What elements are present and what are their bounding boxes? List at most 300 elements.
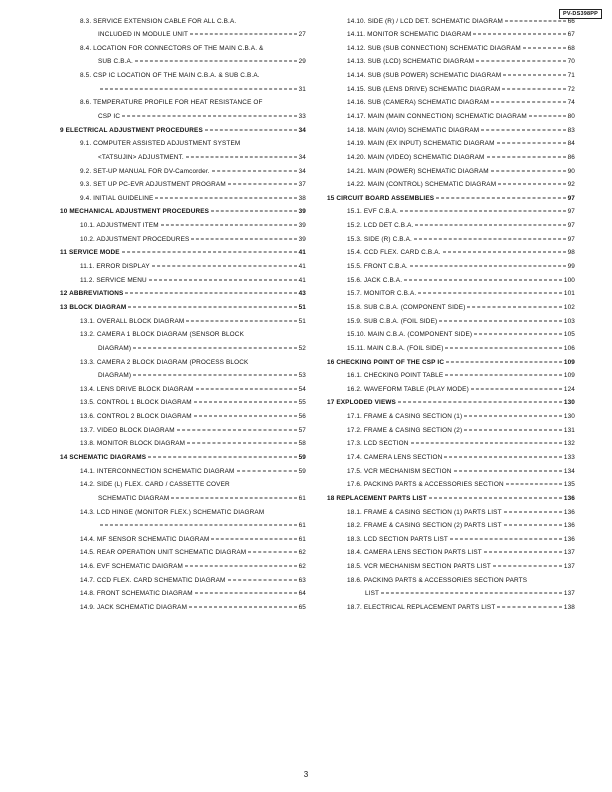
toc-subsection-entry[interactable] — [60, 222, 306, 236]
toc-dot-leader — [155, 197, 296, 198]
toc-entry-title: <TATSUJIN> ADJUSTMENT. — [98, 153, 184, 161]
toc-dot-leader — [504, 511, 562, 512]
toc-dot-leader — [414, 238, 566, 239]
toc-entry-title: 16.1. CHECKING POINT TABLE — [347, 372, 444, 380]
toc-subsection-entry[interactable] — [327, 345, 575, 359]
toc-dot-leader — [161, 225, 297, 226]
toc-page-number: 71 — [567, 72, 575, 80]
toc-entry-title: 13.1. OVERALL BLOCK DIAGRAM — [80, 317, 185, 325]
toc-page-number: 27 — [298, 31, 306, 39]
toc-subsection-entry[interactable] — [327, 290, 575, 304]
toc-entry-title: 14.22. MAIN (CONTROL) SCHEMATIC DIAGRAM — [347, 181, 497, 189]
toc-section-entry[interactable] — [60, 249, 306, 263]
toc-page-number: 97 — [567, 235, 575, 243]
toc-entry-title: LIST — [365, 590, 380, 598]
toc-section-entry[interactable] — [327, 495, 575, 509]
toc-entry-title: 14.17. MAIN (MAIN CONNECTION) SCHEMATIC DIAGRAM — [347, 112, 527, 120]
toc-subsection-entry[interactable] — [327, 386, 575, 400]
toc-dot-leader — [493, 566, 562, 567]
toc-entry-title: 14.9. JACK SCHEMATIC DIAGRAM — [80, 604, 188, 612]
toc-right-column — [327, 18, 575, 618]
toc-entry-title: 15.6. JACK C.B.A. — [347, 276, 403, 284]
toc-subsection-entry[interactable] — [327, 263, 575, 277]
toc-entry-title: 14.21. MAIN (POWER) SCHEMATIC DIAGRAM — [347, 167, 489, 175]
toc-subsection-entry[interactable] — [60, 413, 306, 427]
toc-entry-title: 17.5. VCR MECHANISM SECTION — [347, 467, 452, 475]
toc-page-number: 97 — [567, 222, 575, 230]
toc-entry-title: 15.10. MAIN C.B.A. (COMPONENT SIDE) — [347, 331, 473, 339]
toc-subsection-entry[interactable] — [60, 31, 306, 45]
toc-page-number: 99 — [567, 263, 575, 271]
model-number-badge: PV-DS398PP — [559, 9, 602, 19]
toc-subsection-entry[interactable] — [60, 58, 306, 72]
toc-subsection-entry[interactable] — [60, 372, 306, 386]
toc-entry-title: 9.4. INITIAL GUIDELINE — [80, 194, 154, 202]
toc-page-number: 51 — [298, 303, 306, 311]
toc-dot-leader — [237, 470, 297, 471]
toc-dot-leader — [439, 320, 562, 321]
toc-dot-leader — [381, 593, 562, 594]
toc-dot-leader — [171, 497, 296, 498]
toc-page-number: 124 — [563, 385, 575, 393]
toc-page-number: 109 — [563, 358, 575, 366]
toc-page-number: 56 — [298, 413, 306, 421]
toc-entry-title: 15 CIRCUIT BOARD ASSEMBLIES — [327, 194, 435, 202]
toc-section-entry[interactable] — [327, 399, 575, 413]
toc-dot-leader — [529, 115, 566, 116]
toc-entry-title: 15.9. SUB C.B.A. (FOIL SIDE) — [347, 317, 438, 325]
toc-dot-leader — [467, 306, 561, 307]
toc-page-number: 102 — [563, 303, 575, 311]
toc-page-number: 103 — [563, 317, 575, 325]
toc-dot-leader — [429, 497, 562, 498]
toc-page-number: 61 — [298, 522, 306, 530]
toc-dot-leader — [503, 75, 565, 76]
toc-dot-leader — [186, 320, 296, 321]
toc-page-number: 138 — [563, 604, 575, 612]
toc-entry-title: 13.4. LENS DRIVE BLOCK DIAGRAM — [80, 385, 194, 393]
toc-subsection-entry[interactable] — [60, 536, 306, 550]
toc-page-number: 62 — [298, 549, 306, 557]
toc-subsection-entry[interactable] — [327, 331, 575, 345]
toc-subsection-entry[interactable] — [60, 18, 306, 32]
toc-section-entry[interactable] — [327, 359, 575, 373]
toc-page-number: 59 — [298, 467, 306, 475]
toc-entry-title: SUB C.B.A. — [98, 58, 133, 66]
toc-page-number: 100 — [563, 276, 575, 284]
toc-subsection-entry[interactable] — [60, 113, 306, 127]
toc-page-number: 83 — [567, 126, 575, 134]
toc-entry-title: 13.6. CONTROL 2 BLOCK DIAGRAM — [80, 413, 192, 421]
toc-entry-title: 12 ABBREVIATIONS — [60, 290, 124, 298]
toc-page-number: 68 — [567, 44, 575, 52]
toc-dot-leader — [506, 484, 562, 485]
toc-subsection-entry[interactable] — [60, 86, 306, 100]
toc-page-number: 90 — [567, 167, 575, 175]
toc-page-number: 43 — [298, 290, 306, 298]
toc-entry-title: 14.12. SUB (SUB CONNECTION) SCHEMATIC DIAGRAM — [347, 44, 521, 52]
toc-page-number: 67 — [567, 31, 575, 39]
toc-dot-leader — [177, 429, 297, 430]
toc-subsection-entry[interactable] — [327, 99, 575, 113]
toc-entry-title: 14.13. SUB (LCD) SCHEMATIC DIAGRAM — [347, 58, 475, 66]
toc-entry-title: 10.1. ADJUSTMENT ITEM — [80, 222, 159, 230]
toc-page-number: 109 — [563, 372, 575, 380]
toc-dot-leader — [398, 402, 562, 403]
toc-dot-leader — [464, 429, 562, 430]
toc-entry-title: 18.7. ELECTRICAL REPLACEMENT PARTS LIST — [347, 604, 496, 612]
toc-subsection-entry[interactable] — [60, 359, 306, 373]
toc-page-number: 97 — [567, 194, 575, 202]
toc-dot-leader — [135, 61, 297, 62]
toc-dot-leader — [418, 293, 562, 294]
toc-entry-title: 13.7. VIDEO BLOCK DIAGRAM — [80, 426, 175, 434]
toc-page-number: 74 — [567, 99, 575, 107]
toc-entry-title: 16.2. WAVEFORM TABLE (PLAY MODE) — [347, 385, 469, 393]
toc-page-number: 62 — [298, 563, 306, 571]
toc-subsection-entry[interactable] — [327, 454, 575, 468]
toc-entry-title: 14.18. MAIN (AVIO) SCHEMATIC DIAGRAM — [347, 126, 480, 134]
toc-subsection-entry[interactable] — [60, 345, 306, 359]
toc-subsection-entry[interactable] — [327, 18, 575, 32]
toc-dot-leader — [228, 184, 297, 185]
toc-entry-title: 17.3. LCD SECTION — [347, 440, 409, 448]
toc-subsection-entry[interactable] — [327, 249, 575, 263]
toc-subsection-entry[interactable] — [327, 45, 575, 59]
toc-dot-leader — [411, 443, 562, 444]
toc-page-number: 84 — [567, 140, 575, 148]
toc-entry-title: 13 BLOCK DIAGRAM — [60, 303, 127, 311]
toc-dot-leader — [446, 361, 562, 362]
toc-entry-title: 8.5. CSP IC LOCATION OF THE MAIN C.B.A. & SUB C.B.A. — [80, 72, 260, 80]
toc-entry-title: 14.7. CCD FLEX. CARD SCHEMATIC DIAGRAM — [80, 576, 226, 584]
toc-subsection-entry[interactable] — [327, 140, 575, 154]
toc-subsection-entry[interactable] — [60, 549, 306, 563]
toc-entry-title: 11.1. ERROR DISPLAY — [80, 263, 150, 271]
toc-entry-title: 14.3. LCD HINGE (MONITOR FLEX.) SCHEMATIC DIAGRAM — [80, 508, 265, 516]
toc-page-number: 41 — [298, 276, 306, 284]
toc-page-number: 131 — [563, 426, 575, 434]
toc-entry-title: 14 SCHEMATIC DIAGRAMS — [60, 454, 147, 461]
toc-page-number: 57 — [298, 426, 306, 434]
toc-dot-leader — [100, 88, 297, 89]
toc-subsection-entry[interactable] — [327, 413, 575, 427]
toc-entry-title: 17.4. CAMERA LENS SECTION — [347, 454, 443, 461]
toc-subsection-entry[interactable] — [60, 140, 306, 154]
toc-dot-leader — [450, 538, 562, 539]
toc-entry-title: 8.3. SERVICE EXTENSION CABLE FOR ALL C.B.A. — [80, 17, 237, 25]
toc-page-number: 66 — [567, 17, 575, 25]
toc-subsection-entry[interactable] — [327, 522, 575, 536]
toc-page-number: 39 — [298, 235, 306, 243]
toc-subsection-entry[interactable] — [60, 277, 306, 291]
toc-left-column — [60, 18, 306, 618]
toc-page-number: 34 — [298, 167, 306, 175]
toc-page-number: 130 — [563, 413, 575, 421]
toc-entry-title: 14.4. MF SENSOR SCHEMATIC DIAGRAM — [80, 535, 210, 543]
toc-page-number: 41 — [298, 263, 306, 271]
toc-entry-title: 13.3. CAMERA 2 BLOCK DIAGRAM (PROCESS BLOCK — [80, 358, 249, 366]
toc-entry-title: 13.5. CONTROL 1 BLOCK DIAGRAM — [80, 399, 192, 407]
toc-entry-title: 8.6. TEMPERATURE PROFILE FOR HEAT RESISTANCE OF — [80, 99, 263, 107]
toc-subsection-entry[interactable] — [327, 208, 575, 222]
toc-page-number: 55 — [298, 399, 306, 407]
toc-page-number: 135 — [563, 481, 575, 489]
toc-dot-leader — [443, 252, 566, 253]
toc-page-number: 106 — [563, 344, 575, 352]
toc-dot-leader — [445, 375, 562, 376]
toc-entry-title: 18.5. VCR MECHANISM SECTION PARTS LIST — [347, 563, 491, 571]
toc-entry-title: 14.15. SUB (LENS DRIVE) SCHEMATIC DIAGRAM — [347, 85, 501, 93]
toc-subsection-entry[interactable] — [327, 277, 575, 291]
toc-page-number: 105 — [563, 331, 575, 339]
toc-dot-leader — [476, 61, 565, 62]
toc-dot-leader — [400, 211, 566, 212]
toc-page-number: 137 — [563, 549, 575, 557]
toc-page-number: 59 — [298, 454, 306, 461]
toc-subsection-entry[interactable] — [60, 154, 306, 168]
toc-page-number: 136 — [563, 522, 575, 530]
toc-dot-leader — [471, 388, 562, 389]
toc-subsection-entry[interactable] — [60, 577, 306, 591]
toc-subsection-entry[interactable] — [60, 522, 306, 536]
toc-dot-leader — [211, 211, 297, 212]
toc-dot-leader — [228, 579, 297, 580]
toc-subsection-entry[interactable] — [327, 481, 575, 495]
toc-dot-leader — [186, 156, 297, 157]
toc-entry-title: 9.2. SET-UP MANUAL FOR DV-Camcorder. — [80, 167, 210, 175]
toc-entry-title: 15.7. MONITOR C.B.A. — [347, 290, 417, 298]
toc-page-number: 61 — [298, 535, 306, 543]
toc-entry-title: 18.3. LCD SECTION PARTS LIST — [347, 535, 448, 543]
toc-page-number: 34 — [298, 153, 306, 161]
toc-dot-leader — [152, 266, 297, 267]
toc-subsection-entry[interactable] — [60, 331, 306, 345]
toc-entry-title: INCLUDED IN MODULE UNIT — [98, 31, 189, 39]
toc-dot-leader — [195, 593, 297, 594]
toc-subsection-entry[interactable] — [327, 154, 575, 168]
toc-page-number: 65 — [298, 604, 306, 612]
toc-page-number: 37 — [298, 181, 306, 189]
toc-dot-leader — [523, 47, 566, 48]
toc-page-number: 136 — [563, 494, 575, 502]
toc-dot-leader — [205, 129, 297, 130]
toc-entry-title: 14.5. REAR OPERATION UNIT SCHEMATIC DIAGRAM — [80, 549, 247, 557]
toc-dot-leader — [122, 252, 297, 253]
toc-subsection-entry[interactable] — [327, 427, 575, 441]
toc-subsection-entry[interactable] — [327, 577, 575, 591]
toc-section-entry[interactable] — [60, 290, 306, 304]
toc-entry-title: DIAGRAM) — [98, 344, 132, 352]
toc-page-number: 29 — [298, 58, 306, 66]
toc-dot-leader — [498, 184, 565, 185]
toc-subsection-entry[interactable] — [327, 72, 575, 86]
toc-entry-title: 15.5. FRONT C.B.A. — [347, 263, 408, 271]
toc-subsection-entry[interactable] — [60, 263, 306, 277]
toc-dot-leader — [189, 607, 297, 608]
toc-dot-leader — [187, 443, 296, 444]
toc-subsection-entry[interactable] — [60, 495, 306, 509]
toc-entry-title: 16 CHECKING POINT OF THE CSP IC — [327, 358, 445, 366]
toc-entry-title: 13.8. MONITOR BLOCK DIAGRAM — [80, 440, 186, 448]
toc-page-number: 39 — [298, 208, 306, 216]
toc-subsection-entry[interactable] — [327, 236, 575, 250]
toc-page-number: 98 — [567, 249, 575, 257]
toc-subsection-entry[interactable] — [60, 236, 306, 250]
toc-subsection-entry[interactable] — [327, 372, 575, 386]
toc-page-number: 54 — [298, 385, 306, 393]
toc-dot-leader — [100, 525, 297, 526]
toc-subsection-entry[interactable] — [327, 168, 575, 182]
toc-entry-title: 15.3. SIDE (R) C.B.A. — [347, 235, 412, 243]
toc-dot-leader — [484, 552, 562, 553]
toc-entry-title: 17.6. PACKING PARTS & ACCESSORIES SECTION — [347, 481, 504, 489]
toc-subsection-entry[interactable] — [60, 45, 306, 59]
toc-page-number: 132 — [563, 440, 575, 448]
toc-subsection-entry[interactable] — [60, 181, 306, 195]
toc-subsection-entry[interactable] — [327, 468, 575, 482]
toc-page-number: 41 — [298, 249, 306, 257]
toc-dot-leader — [149, 279, 297, 280]
toc-dot-leader — [404, 279, 562, 280]
toc-dot-leader — [454, 470, 562, 471]
toc-page-number: 137 — [563, 563, 575, 571]
toc-subsection-entry[interactable] — [327, 304, 575, 318]
toc-subsection-entry[interactable] — [60, 99, 306, 113]
toc-dot-leader — [133, 375, 296, 376]
toc-subsection-entry[interactable] — [60, 509, 306, 523]
toc-entry-title: 10 MECHANICAL ADJUSTMENT PROCEDURES — [60, 208, 210, 216]
toc-entry-title: 13.2. CAMERA 1 BLOCK DIAGRAM (SENSOR BLOCK — [80, 331, 244, 339]
toc-dot-leader — [502, 88, 565, 89]
toc-entry-title: 15.2. LCD DET C.B.A. — [347, 222, 414, 230]
toc-subsection-entry[interactable] — [60, 590, 306, 604]
toc-dot-leader — [504, 525, 562, 526]
toc-page-number: 58 — [298, 440, 306, 448]
toc-subsection-entry[interactable] — [60, 386, 306, 400]
toc-entry-title: 9.3. SET UP PC-EVR ADJUSTMENT PROGRAM — [80, 181, 226, 189]
toc-subsection-entry[interactable] — [327, 604, 575, 618]
toc-page-number: 63 — [298, 576, 306, 584]
toc-page-number: 137 — [563, 590, 575, 598]
toc-page-number: 61 — [298, 494, 306, 502]
toc-dot-leader — [487, 156, 566, 157]
toc-entry-title: 15.1. EVF C.B.A. — [347, 208, 399, 216]
toc-subsection-entry[interactable] — [327, 222, 575, 236]
toc-subsection-entry[interactable] — [327, 86, 575, 100]
toc-subsection-entry[interactable] — [327, 536, 575, 550]
toc-page-number: 53 — [298, 372, 306, 380]
toc-subsection-entry[interactable] — [327, 113, 575, 127]
toc-dot-leader — [491, 102, 565, 103]
toc-dot-leader — [436, 197, 565, 198]
toc-subsection-entry[interactable] — [60, 563, 306, 577]
toc-dot-leader — [491, 170, 566, 171]
toc-dot-leader — [464, 416, 562, 417]
toc-subsection-entry[interactable] — [327, 440, 575, 454]
toc-page-number: 136 — [563, 508, 575, 516]
toc-subsection-entry[interactable] — [327, 549, 575, 563]
toc-subsection-entry[interactable] — [327, 127, 575, 141]
toc-subsection-entry[interactable] — [327, 31, 575, 45]
toc-entry-title: 14.2. SIDE (L) FLEX. CARD / CASSETTE COVER — [80, 481, 230, 489]
toc-page-number: 136 — [563, 535, 575, 543]
toc-section-entry[interactable] — [327, 195, 575, 209]
toc-entry-title: 9.1. COMPUTER ASSISTED ADJUSTMENT SYSTEM — [80, 140, 241, 148]
toc-subsection-entry[interactable] — [60, 468, 306, 482]
toc-page-number: 34 — [298, 126, 306, 134]
toc-dot-leader — [211, 538, 296, 539]
toc-subsection-entry[interactable] — [327, 509, 575, 523]
toc-subsection-entry[interactable] — [60, 604, 306, 618]
toc-dot-leader — [415, 225, 565, 226]
toc-dot-leader — [505, 20, 566, 21]
toc-subsection-entry[interactable] — [60, 440, 306, 454]
toc-dot-leader — [122, 115, 296, 116]
toc-dot-leader — [194, 402, 297, 403]
toc-entry-title: 15.8. SUB C.B.A. (COMPONENT SIDE) — [347, 303, 466, 311]
toc-dot-leader — [196, 388, 297, 389]
toc-page-number: 86 — [567, 153, 575, 161]
toc-page-number: 134 — [563, 467, 575, 475]
toc-entry-title: 14.6. EVF SCHEMATIC DAIGRAM — [80, 563, 184, 571]
toc-entry-title: 11.2. SERVICE MENU — [80, 276, 147, 284]
toc-dot-leader — [410, 266, 566, 267]
toc-subsection-entry[interactable] — [60, 168, 306, 182]
toc-dot-leader — [190, 34, 296, 35]
toc-section-entry[interactable] — [60, 208, 306, 222]
toc-subsection-entry[interactable] — [60, 427, 306, 441]
toc-entry-title: 14.10. SIDE (R) / LCD DET. SCHEMATIC DIAGRAM — [347, 17, 503, 25]
toc-subsection-entry[interactable] — [60, 195, 306, 209]
toc-entry-title: 14.14. SUB (SUB POWER) SCHEMATIC DIAGRAM — [347, 72, 502, 80]
toc-entry-title: 18.4. CAMERA LENS SECTION PARTS LIST — [347, 549, 482, 557]
toc-subsection-entry[interactable] — [327, 181, 575, 195]
toc-section-entry[interactable] — [60, 127, 306, 141]
toc-subsection-entry[interactable] — [327, 318, 575, 332]
toc-subsection-entry[interactable] — [60, 481, 306, 495]
toc-subsection-entry[interactable] — [327, 563, 575, 577]
toc-entry-title: 14.16. SUB (CAMERA) SCHEMATIC DIAGRAM — [347, 99, 490, 107]
toc-page-number: 64 — [298, 590, 306, 598]
toc-dot-leader — [248, 552, 296, 553]
toc-section-entry[interactable] — [60, 454, 306, 468]
toc-entry-title: CSP IC — [98, 112, 121, 120]
toc-subsection-entry[interactable] — [60, 399, 306, 413]
toc-page-number: 92 — [567, 181, 575, 189]
toc-entry-title: DIAGRAM) — [98, 372, 132, 380]
toc-dot-leader — [474, 334, 562, 335]
toc-entry-title: 9 ELECTRICAL ADJUSTMENT PROCEDURES — [60, 126, 203, 134]
toc-entry-title: SCHEMATIC DIAGRAM — [98, 494, 170, 502]
toc-dot-leader — [133, 347, 296, 348]
toc-subsection-entry[interactable] — [60, 72, 306, 86]
toc-page-number: 52 — [298, 344, 306, 352]
toc-dot-leader — [194, 416, 297, 417]
toc-entry-title: 18.6. PACKING PARTS & ACCESSORIES SECTION PARTS — [347, 576, 528, 584]
toc-subsection-entry[interactable] — [327, 58, 575, 72]
toc-entry-title: 15.4. CCD FLEX. CARD C.B.A. — [347, 249, 441, 257]
toc-page-number: 97 — [567, 208, 575, 216]
toc-dot-leader — [481, 129, 565, 130]
toc-subsection-entry[interactable] — [60, 318, 306, 332]
toc-dot-leader — [185, 566, 297, 567]
toc-section-entry[interactable] — [60, 304, 306, 318]
toc-entry-title: 18.2. FRAME & CASING SECTION (2) PARTS LIST — [347, 522, 502, 530]
toc-subsection-entry[interactable] — [327, 590, 575, 604]
toc-entry-title: 14.19. MAIN (EX INPUT) SCHEMATIC DIAGRAM — [347, 140, 495, 148]
toc-page-number: 51 — [298, 317, 306, 325]
